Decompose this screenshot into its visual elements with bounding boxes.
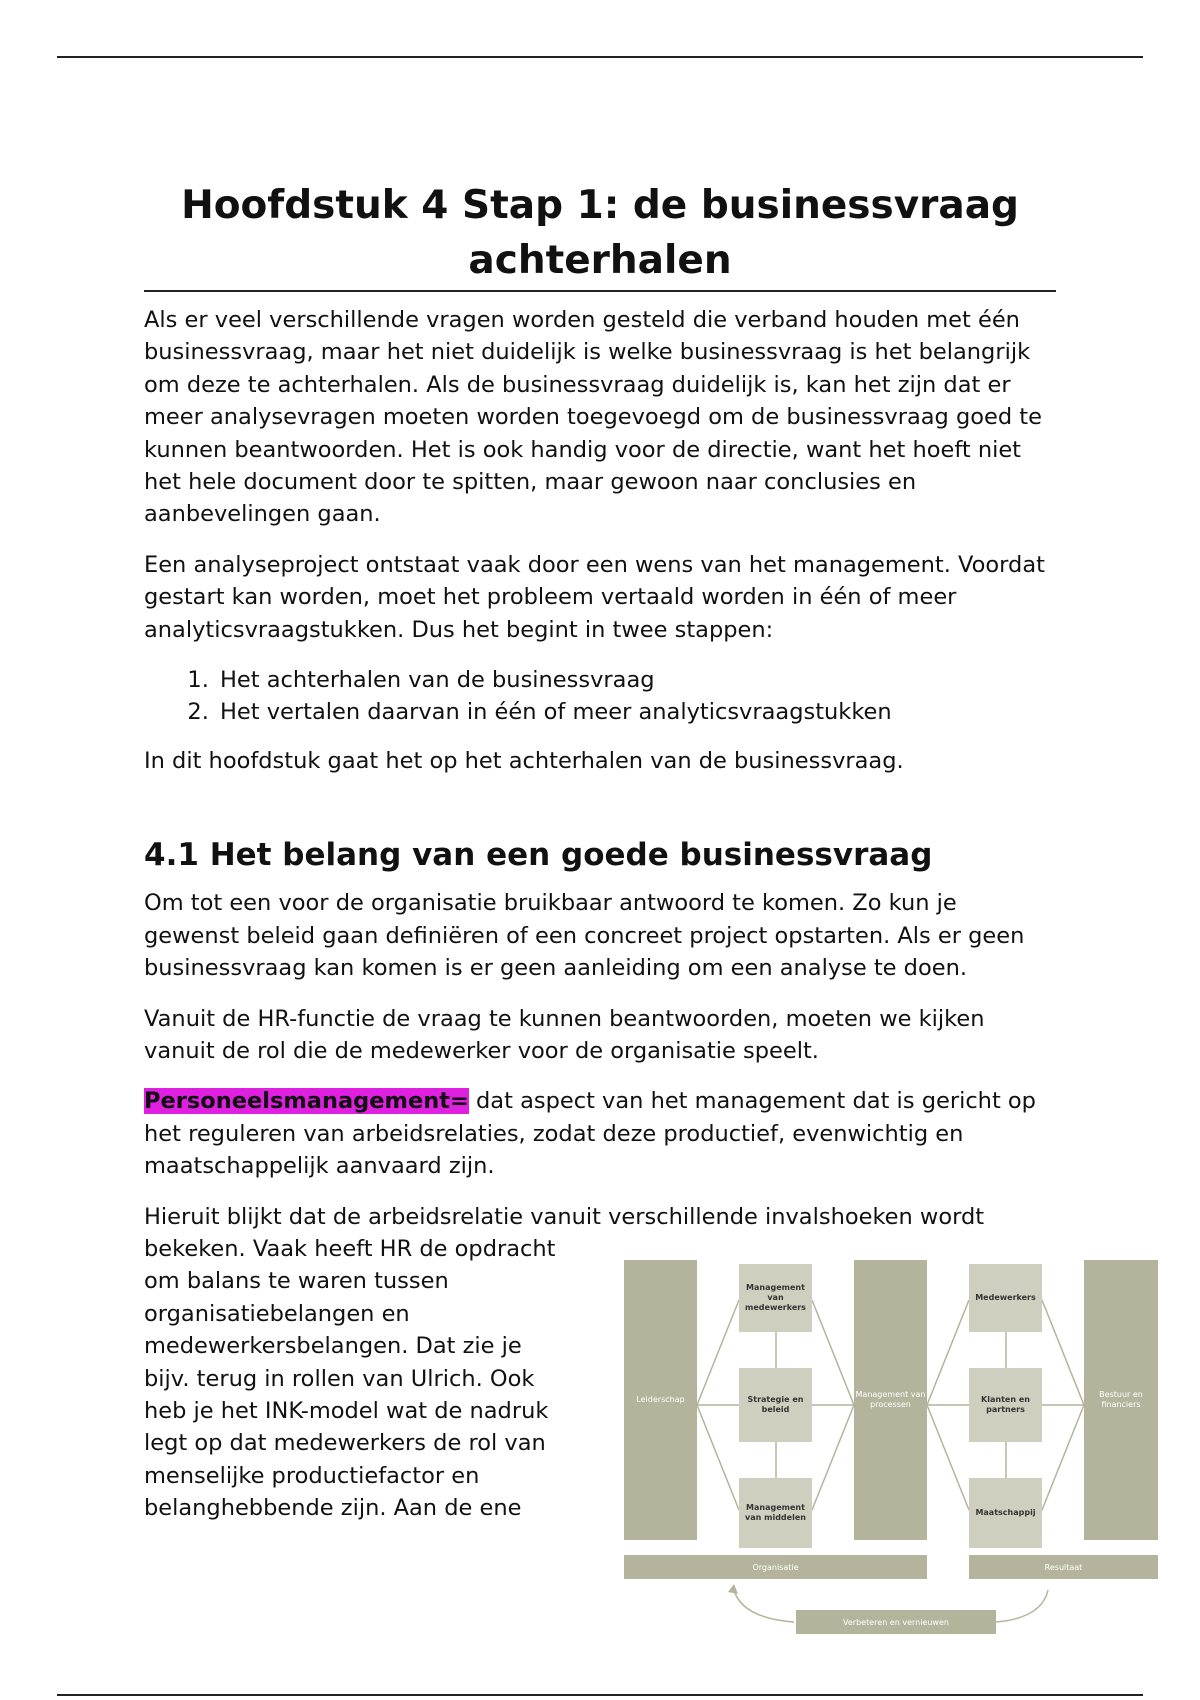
paragraph-line: menselijke productiefactor en — [144, 1462, 480, 1489]
paragraph-line: heb je het INK-model wat de nadruk — [144, 1397, 549, 1424]
box-leiderschap: Leiderschap — [624, 1260, 697, 1540]
intro-paragraph-3: In dit hoofdstuk gaat het op het achterhalen van de businessvraag. — [144, 747, 904, 774]
paragraph-line: om balans te waren tussen — [144, 1268, 449, 1295]
box-medewerkers: Medewerkers — [969, 1264, 1042, 1332]
ink-model-figure — [624, 1260, 1158, 1642]
step-item: 1. Het achterhalen van de businessvraag — [216, 664, 1056, 696]
box-klanten-partners: Klanten en partners — [969, 1368, 1042, 1442]
paragraph-line: legt op dat medewerkers de rol van — [144, 1430, 546, 1457]
bar-resultaat: Resultaat — [969, 1555, 1158, 1579]
section-heading: 4.1 Het belang van een goede businessvraag — [144, 837, 933, 874]
section-paragraph-1: Om tot een voor de organisatie bruikbaar antwoord te komen. Zo kun je gewenst beleid gaan definiëren of een concreet project opstarten. Als er geen businessvraag kan komen is er geen aanleiding om een analyse te doen. — [144, 890, 1025, 982]
paragraph-line: medewerkersbelangen. Dat zie je — [144, 1333, 522, 1360]
highlighted-term: Personeelsmanagement= — [144, 1088, 469, 1115]
header-rule — [57, 56, 1143, 58]
box-management-middelen: Management van middelen — [739, 1478, 812, 1548]
box-management-processen: Management van processen — [854, 1260, 927, 1540]
intro-paragraph-2: Een analyseproject ontstaat vaak door een wens van het management. Voordat gestart kan worden, moet het probleem vertaald worden in één of meer analyticsvraagstukken. Dus het begint in twee stappen: — [144, 551, 1045, 643]
paragraph-line: organisatiebelangen en — [144, 1300, 410, 1327]
bar-organisatie: Organisatie — [624, 1555, 927, 1579]
paragraph-line: bijv. terug in rollen van Ulrich. Ook — [144, 1365, 535, 1392]
box-strategie-beleid: Strategie en beleid — [739, 1368, 812, 1442]
box-bestuur-financiers: Bestuur en financiers — [1084, 1260, 1158, 1540]
paragraph-line: Hieruit blijkt dat de arbeidsrelatie vanuit verschillende invalshoeken wordt — [144, 1203, 985, 1230]
definition-paragraph — [144, 1085, 1056, 1182]
steps-list — [144, 664, 1056, 729]
footer-rule — [57, 1694, 1143, 1696]
step-item: 2. Het vertalen daarvan in één of meer analyticsvraagstukken — [216, 696, 1056, 728]
section-paragraph-2: Vanuit de HR-functie de vraag te kunnen beantwoorden, moeten we kijken vanuit de rol die de medewerker voor de organisatie speelt. — [144, 1005, 985, 1064]
paragraph-line: bekeken. Vaak heeft HR de opdracht — [144, 1235, 556, 1262]
bar-verbeteren-vernieuwen: Verbeteren en vernieuwen — [796, 1610, 996, 1634]
box-maatschappij: Maatschappij — [969, 1478, 1042, 1548]
intro-paragraph-1: Als er veel verschillende vragen worden gesteld die verband houden met één businessvraag, maar het niet duidelijk is welke businessvraag is het belangrijk om deze te achterhalen. Als de businessvraag duidelijk is, kan het zijn dat er meer analysevragen moeten worden toegevoegd om de businessvraag goed te kunnen beantwoorden. Het is ook handig voor de directie, want het hoeft niet het hele document door te spitten, maar gewoon naar conclusies en aanbevelingen gaan. — [144, 307, 1042, 528]
definition-text: dat aspect van het management dat is gericht op het reguleren van arbeidsrelaties, zodat deze productief, evenwichtig en maatschappelijk aanvaard zijn. — [144, 1088, 1036, 1180]
paragraph-line: belanghebbende zijn. Aan de ene — [144, 1495, 522, 1522]
box-management-medewerkers: Management van medewerkers — [739, 1264, 812, 1332]
chapter-title: Hoofdstuk 4 Stap 1: de businessvraag achterhalen — [144, 178, 1056, 292]
